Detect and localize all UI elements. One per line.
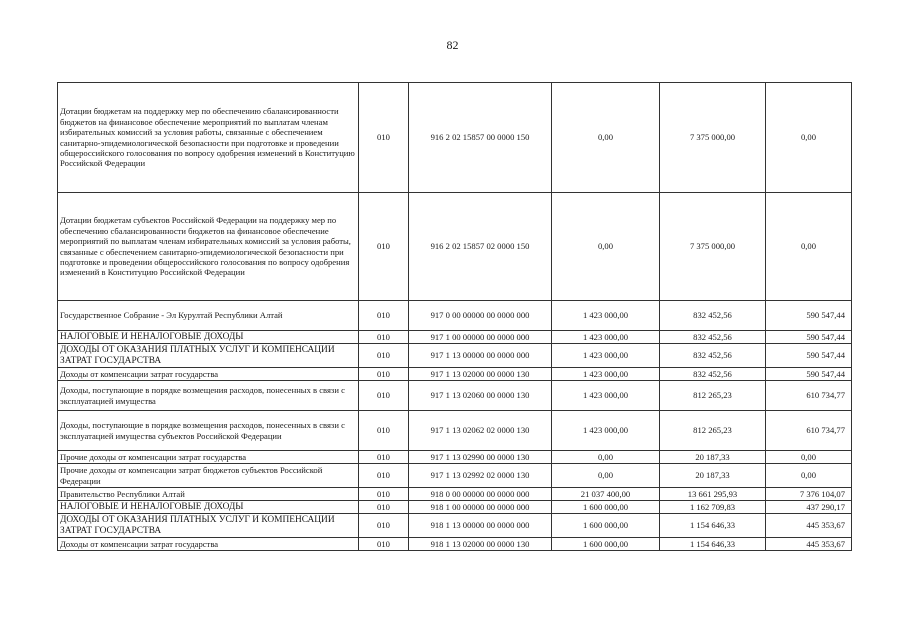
- row-adm-cell: 010: [359, 344, 409, 368]
- row-value-1-cell: 0,00: [552, 83, 660, 193]
- row-value-1-cell: 1 600 000,00: [552, 538, 660, 551]
- row-name-cell: ДОХОДЫ ОТ ОКАЗАНИЯ ПЛАТНЫХ УСЛУГ И КОМПЕНСАЦИИ ЗАТРАТ ГОСУДАРСТВА: [58, 514, 359, 538]
- row-code-cell: 916 2 02 15857 02 0000 150: [409, 193, 552, 301]
- row-code-cell: 917 1 00 00000 00 0000 000: [409, 331, 552, 344]
- row-value-3-cell: 445 353,67: [766, 514, 852, 538]
- table-row: [58, 514, 852, 538]
- row-value-2-cell: 832 452,56: [660, 301, 766, 331]
- row-value-1-cell: 0,00: [552, 464, 660, 488]
- row-value-1-cell: 1 423 000,00: [552, 344, 660, 368]
- table-row: [58, 381, 852, 411]
- row-value-3-cell: 7 376 104,07: [766, 488, 852, 501]
- table-row: [58, 411, 852, 451]
- row-value-2-cell: 1 154 646,33: [660, 538, 766, 551]
- row-value-1-cell: 1 423 000,00: [552, 381, 660, 411]
- row-value-3-cell: 590 547,44: [766, 368, 852, 381]
- row-adm-cell: 010: [359, 501, 409, 514]
- row-value-1-cell: 1 423 000,00: [552, 331, 660, 344]
- row-code-cell: 917 1 13 02062 02 0000 130: [409, 411, 552, 451]
- row-value-2-cell: 832 452,56: [660, 331, 766, 344]
- row-value-1-cell: 1 423 000,00: [552, 411, 660, 451]
- row-value-2-cell: 20 187,33: [660, 464, 766, 488]
- row-code-cell: 917 1 13 02990 00 0000 130: [409, 451, 552, 464]
- row-adm-cell: 010: [359, 83, 409, 193]
- row-adm-cell: 010: [359, 331, 409, 344]
- row-code-cell: 917 1 13 02992 02 0000 130: [409, 464, 552, 488]
- table-row: [58, 488, 852, 501]
- table-row: [58, 464, 852, 488]
- row-code-cell: 917 1 13 02000 00 0000 130: [409, 368, 552, 381]
- row-adm-cell: 010: [359, 411, 409, 451]
- row-value-2-cell: 20 187,33: [660, 451, 766, 464]
- row-value-3-cell: 590 547,44: [766, 344, 852, 368]
- row-value-3-cell: 590 547,44: [766, 331, 852, 344]
- row-name-cell: НАЛОГОВЫЕ И НЕНАЛОГОВЫЕ ДОХОДЫ: [58, 331, 359, 344]
- table-row: [58, 193, 852, 301]
- row-value-2-cell: 832 452,56: [660, 344, 766, 368]
- row-adm-cell: 010: [359, 368, 409, 381]
- row-name-cell: Доходы, поступающие в порядке возмещения расходов, понесенных в связи с эксплуатацией имущества субъектов Российской Федерации: [58, 411, 359, 451]
- table-row: [58, 83, 852, 193]
- row-value-2-cell: 812 265,23: [660, 411, 766, 451]
- row-value-1-cell: 0,00: [552, 451, 660, 464]
- table-row: [58, 538, 852, 551]
- row-adm-cell: 010: [359, 451, 409, 464]
- row-name-cell: Прочие доходы от компенсации затрат бюджетов субъектов Российской Федерации: [58, 464, 359, 488]
- row-adm-cell: 010: [359, 464, 409, 488]
- row-code-cell: 917 1 13 02060 00 0000 130: [409, 381, 552, 411]
- row-name-cell: ДОХОДЫ ОТ ОКАЗАНИЯ ПЛАТНЫХ УСЛУГ И КОМПЕНСАЦИИ ЗАТРАТ ГОСУДАРСТВА: [58, 344, 359, 368]
- row-value-2-cell: 1 154 646,33: [660, 514, 766, 538]
- table-row: [58, 501, 852, 514]
- page-number: 82: [446, 38, 459, 52]
- table-row: [58, 301, 852, 331]
- row-value-1-cell: 0,00: [552, 193, 660, 301]
- row-name-cell: Государственное Собрание - Эл Курултай Республики Алтай: [58, 301, 359, 331]
- row-code-cell: 918 1 00 00000 00 0000 000: [409, 501, 552, 514]
- row-value-1-cell: 1 600 000,00: [552, 514, 660, 538]
- row-value-3-cell: 0,00: [766, 451, 852, 464]
- row-name-cell: НАЛОГОВЫЕ И НЕНАЛОГОВЫЕ ДОХОДЫ: [58, 501, 359, 514]
- row-value-3-cell: 437 290,17: [766, 501, 852, 514]
- row-code-cell: 918 0 00 00000 00 0000 000: [409, 488, 552, 501]
- row-adm-cell: 010: [359, 488, 409, 501]
- row-value-1-cell: 1 600 000,00: [552, 501, 660, 514]
- row-adm-cell: 010: [359, 301, 409, 331]
- row-name-cell: Доходы от компенсации затрат государства: [58, 368, 359, 381]
- revenue-table: [57, 82, 852, 551]
- row-adm-cell: 010: [359, 538, 409, 551]
- row-name-cell: Прочие доходы от компенсации затрат государства: [58, 451, 359, 464]
- row-value-2-cell: 13 661 295,93: [660, 488, 766, 501]
- row-value-3-cell: 610 734,77: [766, 411, 852, 451]
- row-code-cell: 917 0 00 00000 00 0000 000: [409, 301, 552, 331]
- row-value-1-cell: 21 037 400,00: [552, 488, 660, 501]
- row-code-cell: 918 1 13 00000 00 0000 000: [409, 514, 552, 538]
- row-adm-cell: 010: [359, 514, 409, 538]
- table-row: [58, 451, 852, 464]
- row-code-cell: 916 2 02 15857 00 0000 150: [409, 83, 552, 193]
- table-row: [58, 344, 852, 368]
- table-row: [58, 331, 852, 344]
- row-adm-cell: 010: [359, 193, 409, 301]
- row-name-cell: Доходы, поступающие в порядке возмещения расходов, понесенных в связи с эксплуатацией имущества: [58, 381, 359, 411]
- row-adm-cell: 010: [359, 381, 409, 411]
- row-value-3-cell: 0,00: [766, 464, 852, 488]
- row-value-3-cell: 590 547,44: [766, 301, 852, 331]
- row-value-2-cell: 832 452,56: [660, 368, 766, 381]
- row-value-2-cell: 812 265,23: [660, 381, 766, 411]
- row-value-1-cell: 1 423 000,00: [552, 301, 660, 331]
- row-value-2-cell: 7 375 000,00: [660, 193, 766, 301]
- row-name-cell: Дотации бюджетам на поддержку мер по обеспечению сбалансированности бюджетов на финансовое обеспечение мероприятий по выплатам членам избирательных комиссий за условия работы, связанные с обеспечением санитарно-эпидемиологической безопасности при подготовке и проведении общероссийского голосования по вопросу одобрения изменений в Конституцию Российской Федерации: [58, 83, 359, 193]
- row-code-cell: 917 1 13 00000 00 0000 000: [409, 344, 552, 368]
- row-code-cell: 918 1 13 02000 00 0000 130: [409, 538, 552, 551]
- row-value-1-cell: 1 423 000,00: [552, 368, 660, 381]
- row-value-2-cell: 7 375 000,00: [660, 83, 766, 193]
- row-value-3-cell: 0,00: [766, 83, 852, 193]
- row-value-3-cell: 0,00: [766, 193, 852, 301]
- row-name-cell: Правительство Республики Алтай: [58, 488, 359, 501]
- row-name-cell: Доходы от компенсации затрат государства: [58, 538, 359, 551]
- row-value-3-cell: 445 353,67: [766, 538, 852, 551]
- row-value-3-cell: 610 734,77: [766, 381, 852, 411]
- table-row: [58, 368, 852, 381]
- row-value-2-cell: 1 162 709,83: [660, 501, 766, 514]
- row-name-cell: Дотации бюджетам субъектов Российской Федерации на поддержку мер по обеспечению сбалансированности бюджетов на финансовое обеспечение мероприятий по выплатам членам избирательных комиссий за условия работы, связанные с обеспечением санитарно-эпидемиологической безопасности при подготовке и проведении общероссийского голосования по вопросу одобрения изменений в Конституцию Российской Федерации: [58, 193, 359, 301]
